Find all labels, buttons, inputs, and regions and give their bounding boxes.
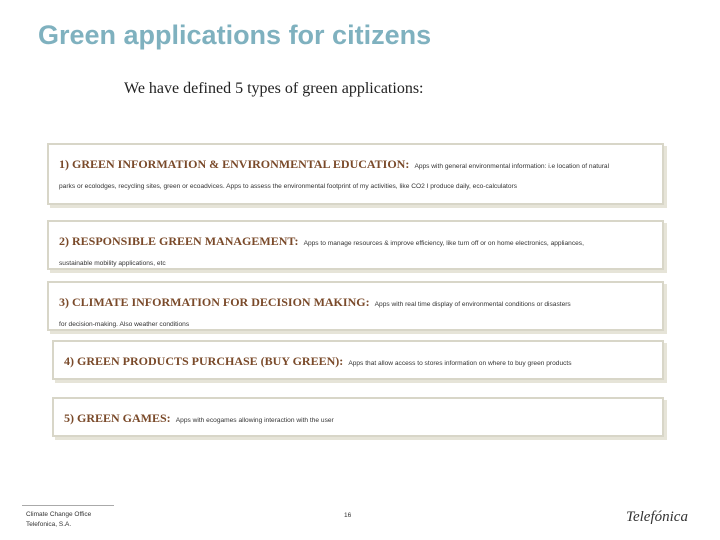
footer-company: Telefonica, S.A. [26,521,72,528]
card-responsible-management [47,220,664,270]
slide-title: Green applications for citizens [38,20,432,50]
card-green-information [47,143,664,205]
card-heading: 3) CLIMATE INFORMATION FOR DECISION MAKING: [59,295,370,309]
card-green-products [52,340,664,380]
card-description-continued: for decision-making. Also weather conditions [59,321,190,328]
card-description: Apps with general environmental information: i.e location of natural [414,163,610,170]
card-description: Apps to manage resources & improve efficiency, like turn off or on home electronics, appliances, [303,240,584,247]
card-climate-information [47,281,664,331]
card-heading: 4) GREEN PRODUCTS PURCHASE (BUY GREEN): [64,354,344,368]
footer-office: Climate Change Office [26,511,92,518]
card-heading: 2) RESPONSIBLE GREEN MANAGEMENT: [59,234,299,248]
card-heading: 1) GREEN INFORMATION & ENVIRONMENTAL EDUCATION: [59,157,410,171]
card-description-continued: sustainable mobility applications, etc [59,260,166,267]
telefonica-logo: Telefónica [626,509,688,525]
card-description: Apps that allow access to stores information on where to buy green products [348,360,572,367]
card-description: Apps with real time display of environmental conditions or disasters [374,301,571,308]
card-description: Apps with ecogames allowing interaction with the user [175,417,334,424]
footer-divider [22,505,114,506]
footer-source [26,510,91,530]
card-heading: 5) GREEN GAMES: [64,411,171,425]
slide-subtitle: We have defined 5 types of green applications: [124,80,424,97]
card-green-games [52,397,664,437]
card-description-continued: parks or ecolodges, recycling sites, green or ecoadvices. Apps to assess the environmental footprint of my activities, like CO2 I produce daily, eco-calculators [59,183,517,190]
page-number: 16 [344,512,352,519]
